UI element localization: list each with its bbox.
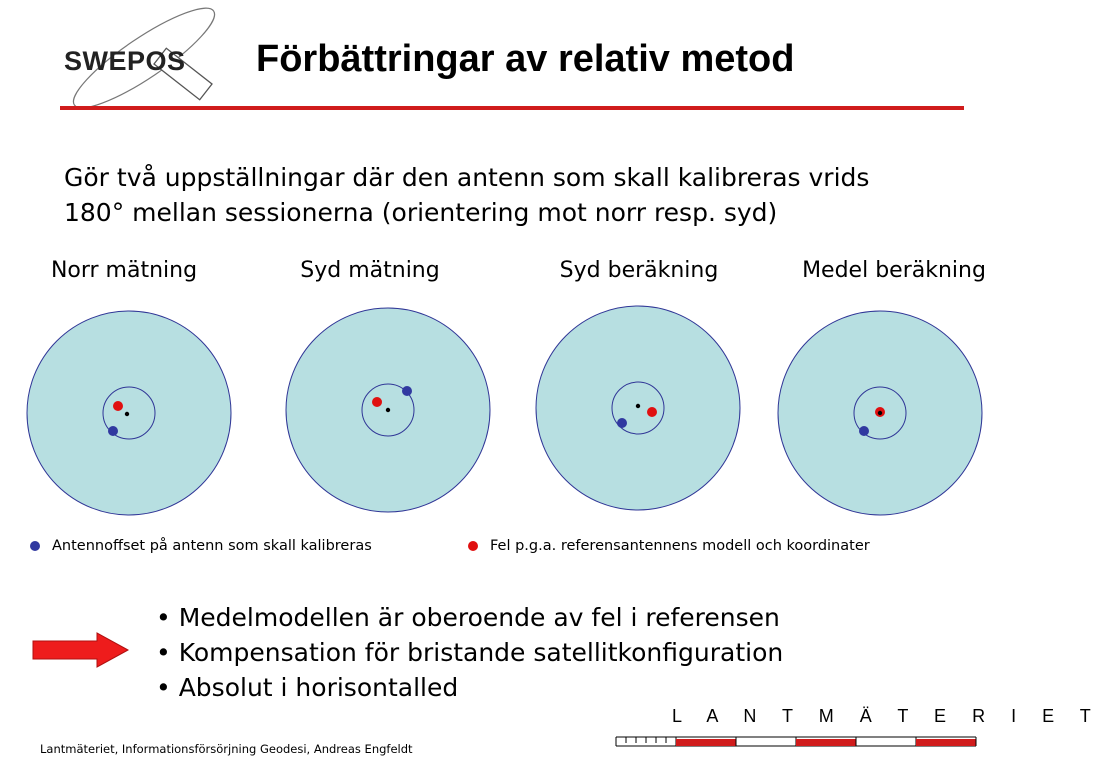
intro-text (64, 160, 1004, 230)
label-syd-berakning: Syd beräkning (559, 258, 719, 283)
scale-bar-icon (614, 732, 978, 748)
agency-wordmark: L A N T M Ä T E R I E T (672, 706, 1101, 726)
intro-line-2: 180° mellan sessionerna (orientering mot norr resp. syd) (64, 198, 778, 227)
blue-offset-dot (617, 418, 627, 428)
right-arrow-icon (32, 632, 130, 668)
red-error-dot (372, 397, 382, 407)
logo-text: SWEPOS (64, 46, 186, 76)
outer-disc (27, 311, 231, 515)
swepos-logo (58, 12, 230, 104)
legend-blue-label: Antennoffset på antenn som skall kalibreras (52, 538, 372, 554)
label-syd-matning: Syd mätning (300, 258, 440, 283)
title-divider (60, 106, 964, 110)
bullet-item: • Medelmodellen är oberoende av fel i referensen (156, 600, 783, 635)
legend-red-label: Fel p.g.a. referensantennens modell och koordinater (490, 538, 870, 554)
center-point (386, 408, 390, 412)
legend-red (468, 538, 870, 554)
center-point (125, 412, 129, 416)
intro-line-1: Gör två uppställningar där den antenn som skall kalibreras vrids (64, 163, 870, 192)
footer-text: Lantmäteriet, Informationsförsörjning Geodesi, Andreas Engfeldt (40, 742, 413, 756)
bullet-item: • Kompensation för bristande satellitkonfiguration (156, 635, 783, 670)
blue-offset-dot (108, 426, 118, 436)
red-error-dot (647, 407, 657, 417)
blue-dot-icon (30, 541, 40, 551)
blue-offset-dot (402, 386, 412, 396)
center-point (636, 404, 640, 408)
diagram-syd-matning (285, 310, 495, 516)
page-title: Förbättringar av relativ metod (256, 38, 795, 80)
red-dot-icon (468, 541, 478, 551)
bullet-list (156, 600, 783, 705)
center-point (878, 411, 882, 415)
diagram-medel-berakning (776, 314, 986, 520)
red-error-dot (113, 401, 123, 411)
diagram-norr-matning (26, 313, 236, 519)
bullet-item: • Absolut i horisontalled (156, 670, 783, 705)
diagram-syd-berakning (534, 305, 744, 511)
legend-blue (30, 538, 372, 554)
label-norr-matning: Norr mätning (50, 258, 198, 283)
label-medel-berakning: Medel beräkning (802, 258, 986, 283)
blue-offset-dot (859, 426, 869, 436)
